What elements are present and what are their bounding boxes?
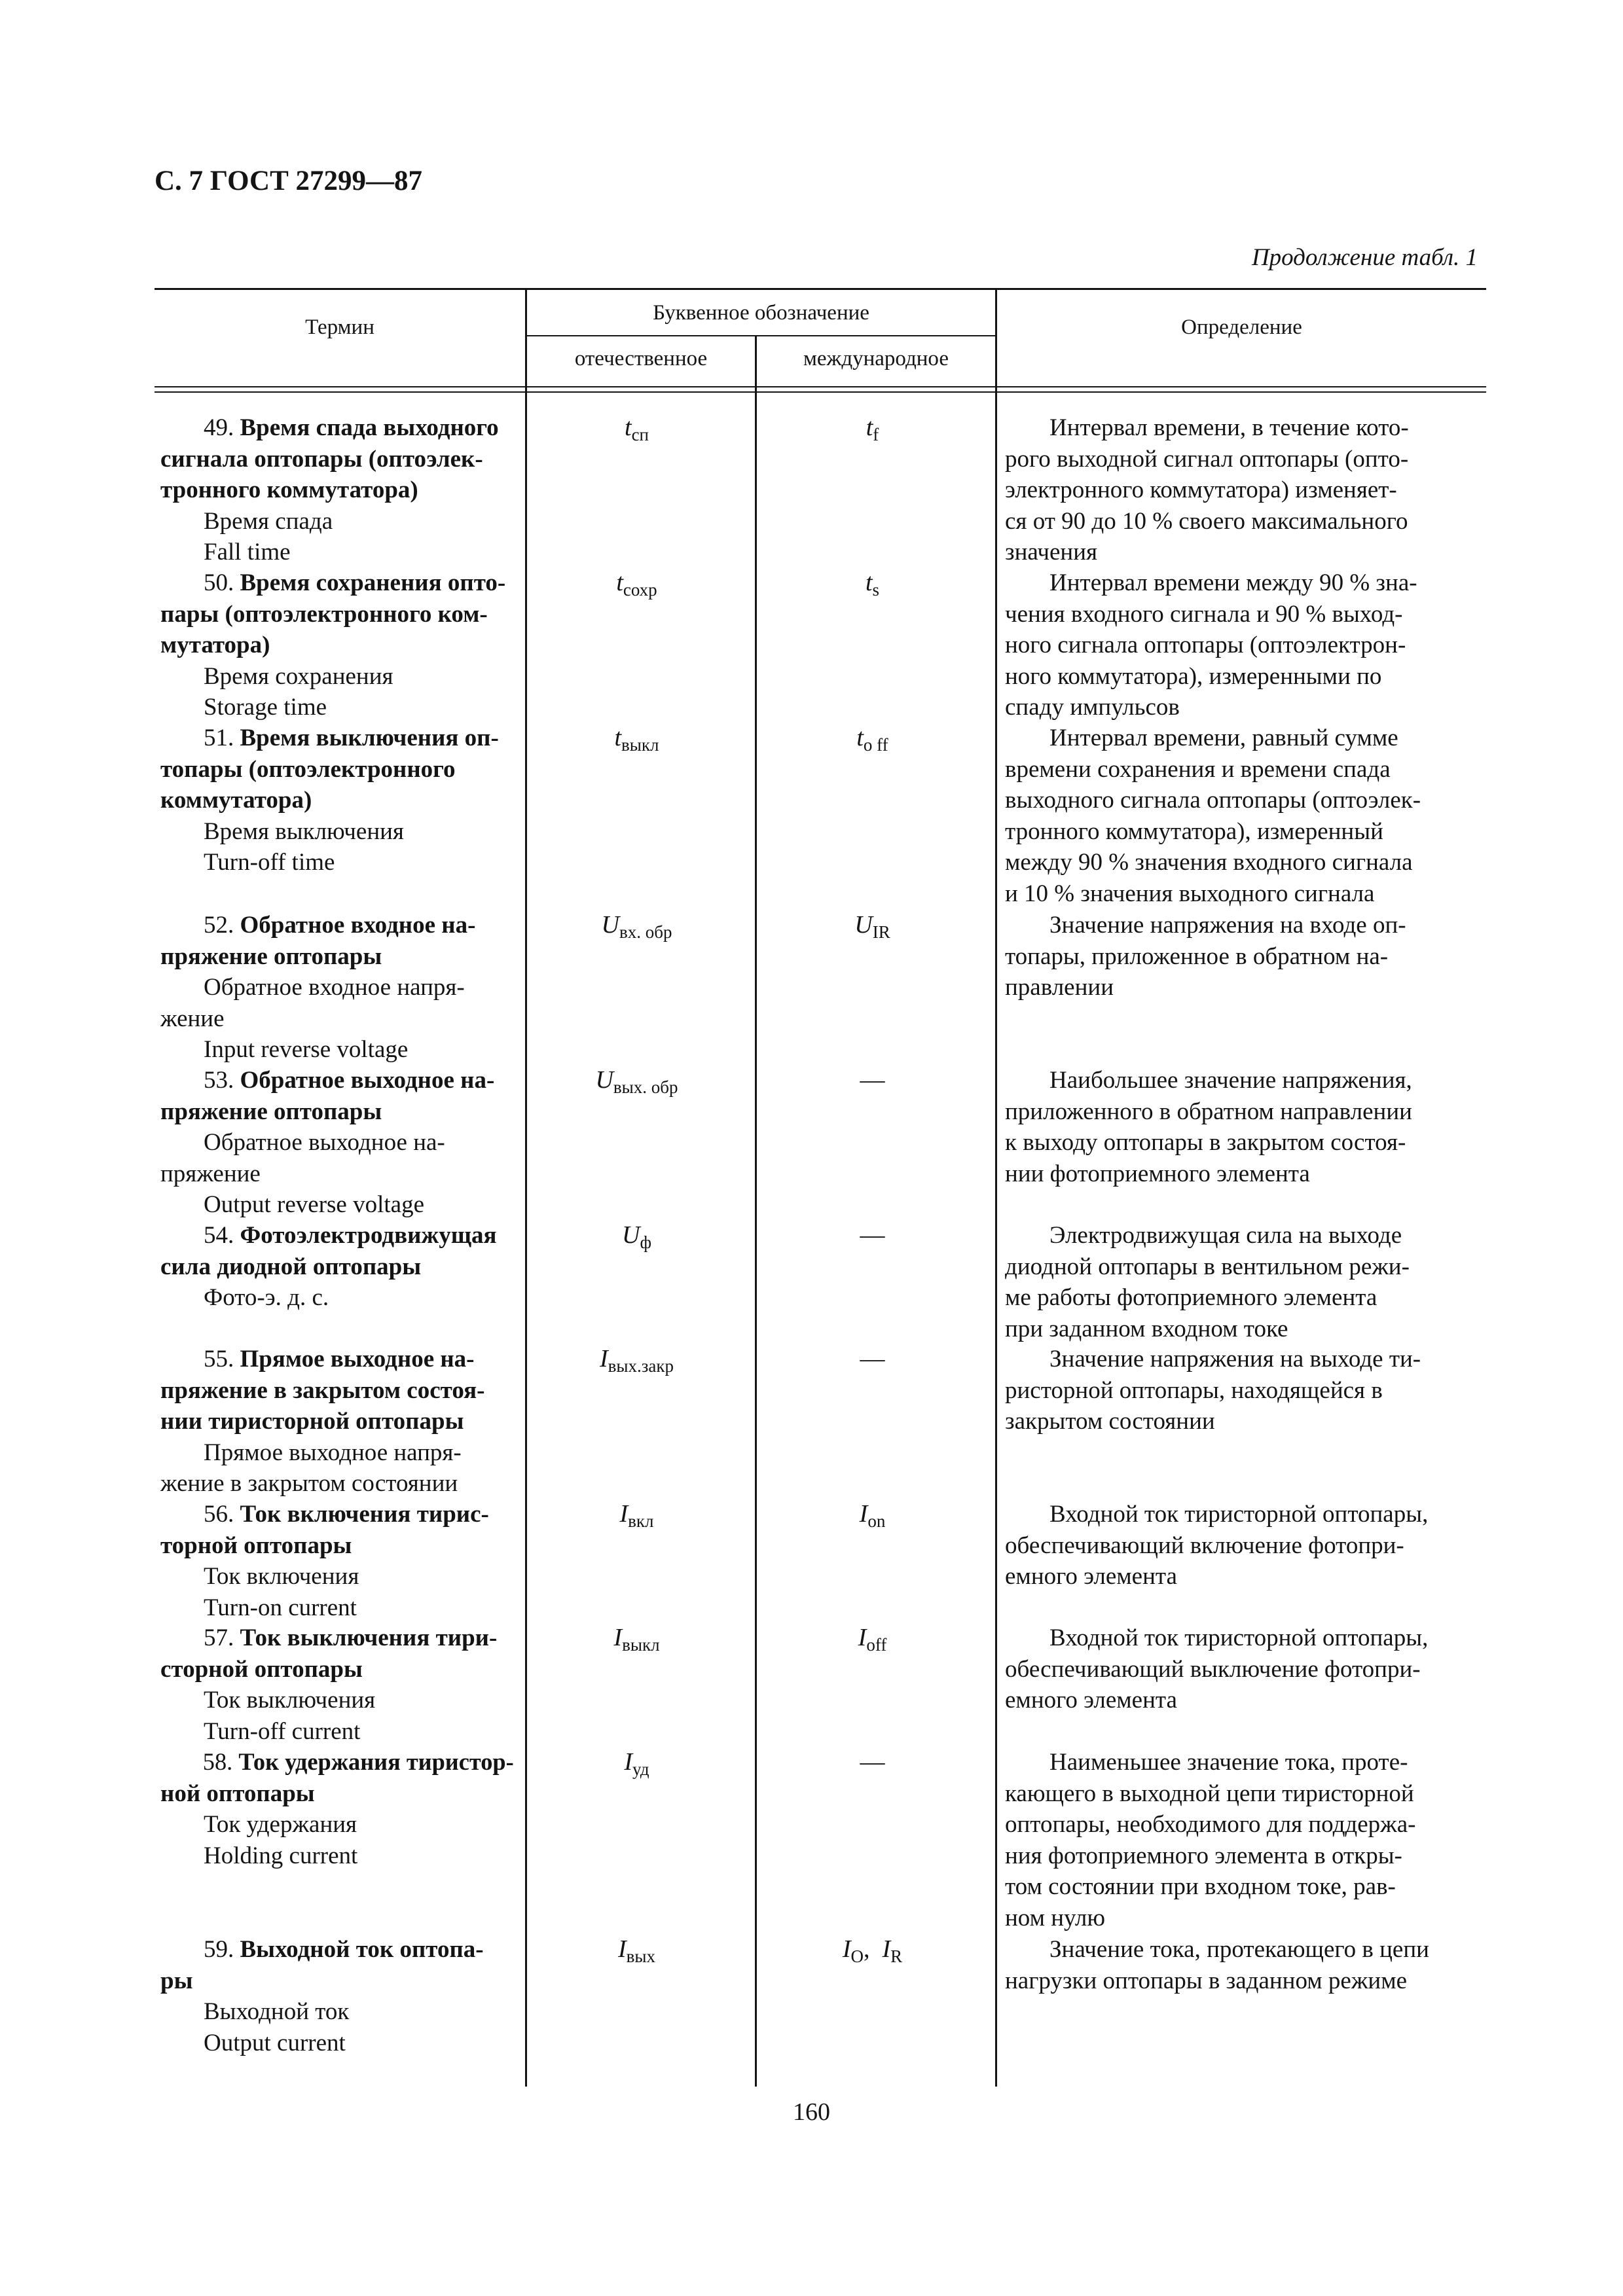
term-line bbox=[160, 1654, 514, 1685]
symbol-dash: — bbox=[860, 1066, 885, 1094]
symbol-base: I bbox=[842, 1935, 851, 1963]
definition-line: оптопары, необходимого для поддержа- bbox=[1005, 1811, 1416, 1838]
symbol-international bbox=[753, 1934, 992, 1973]
symbol-subscript: O bbox=[850, 1946, 864, 1966]
definition-line: и 10 % значения выходного сигнала bbox=[1005, 880, 1375, 907]
header-domestic: отечественное bbox=[574, 347, 708, 370]
definition-line: Электродвижущая сила на выходе bbox=[1049, 1222, 1402, 1249]
term-line bbox=[160, 1375, 514, 1407]
term-synonym: Turn-on current bbox=[204, 1594, 357, 1621]
term-synonym: Выходной ток bbox=[204, 1998, 350, 2025]
definition-line: ме работы фотоприемного элемента bbox=[1005, 1284, 1377, 1311]
symbol-subscript: ф bbox=[640, 1232, 651, 1252]
symbol-dash: — bbox=[860, 1221, 885, 1249]
term-synonym: Ток удержания bbox=[204, 1811, 357, 1838]
symbol-domestic bbox=[527, 910, 746, 948]
term-synonym: Output current bbox=[204, 2029, 346, 2056]
term-line bbox=[160, 661, 514, 692]
definition-cell bbox=[1005, 1934, 1486, 1996]
term-number: 53. bbox=[204, 1067, 240, 1094]
term-line bbox=[160, 599, 514, 630]
definition-line: приложенного в обратном направлении bbox=[1005, 1098, 1412, 1125]
symbol-subscript: сп bbox=[631, 425, 649, 444]
term-line bbox=[160, 1996, 514, 2028]
term-line bbox=[160, 1965, 514, 1997]
term-cell bbox=[160, 412, 514, 568]
symbol-base: I bbox=[624, 1748, 633, 1776]
term-line bbox=[160, 723, 514, 754]
term-line bbox=[160, 1065, 514, 1096]
term-number: 55. bbox=[204, 1346, 240, 1372]
term-number: 58. bbox=[202, 1749, 239, 1776]
definition-cell bbox=[1005, 910, 1486, 1003]
definition-line: Наименьшее значение тока, проте- bbox=[1049, 1749, 1408, 1776]
symbol-base: t bbox=[866, 414, 873, 441]
term-line bbox=[160, 1127, 514, 1158]
term-line bbox=[160, 1344, 514, 1375]
term-line bbox=[160, 1282, 514, 1314]
term-cell bbox=[160, 1065, 514, 1221]
page-header: С. 7 ГОСТ 27299—87 bbox=[155, 166, 423, 196]
definition-line: Значение напряжения на выходе ти- bbox=[1049, 1346, 1421, 1372]
symbol-subscript: on bbox=[867, 1511, 886, 1531]
term-line bbox=[160, 1840, 514, 1872]
term-line bbox=[160, 1778, 514, 1810]
term-name: Обратное входное на- bbox=[240, 912, 476, 939]
symbol-base: t bbox=[865, 569, 873, 596]
definition-line: Интервал времени, равный сумме bbox=[1049, 725, 1398, 751]
definition-line: рого выходной сигнал оптопары (опто- bbox=[1005, 445, 1409, 473]
symbol-international bbox=[753, 1747, 992, 1778]
term-line bbox=[160, 1561, 514, 1592]
term-number: 54. bbox=[204, 1222, 240, 1249]
symbol-international bbox=[753, 1344, 992, 1375]
term-synonym: пряжение bbox=[160, 1160, 261, 1187]
term-synonym: Input reverse voltage bbox=[204, 1036, 409, 1063]
symbol-subscript: вых bbox=[626, 1946, 656, 1966]
definition-line: Значение напряжения на входе оп- bbox=[1049, 912, 1406, 939]
definition-line: закрытом состоянии bbox=[1005, 1408, 1215, 1435]
definition-line: ния фотоприемного элемента в откры- bbox=[1005, 1842, 1402, 1869]
definition-line: Входной ток тиристорной оптопары, bbox=[1049, 1501, 1429, 1528]
symbol-domestic bbox=[527, 412, 746, 451]
symbol-international bbox=[753, 567, 992, 606]
symbol-domestic bbox=[527, 1747, 746, 1785]
definition-cell bbox=[1005, 567, 1486, 723]
symbol-base: t bbox=[856, 724, 864, 751]
term-line bbox=[160, 1034, 514, 1066]
term-name: Ток удержания тиристор- bbox=[238, 1749, 514, 1776]
definition-line: при заданном входном токе bbox=[1005, 1315, 1288, 1342]
term-number: 59. bbox=[204, 1936, 240, 1963]
term-synonym: Holding current bbox=[204, 1842, 358, 1869]
term-number: 51. bbox=[204, 725, 240, 751]
definition-cell bbox=[1005, 1344, 1486, 1437]
table-continuation-label: Продолжение табл. 1 bbox=[1251, 244, 1478, 271]
definition-line: Интервал времени, в течение кото- bbox=[1049, 414, 1409, 441]
term-cell bbox=[160, 1499, 514, 1623]
symbol-base: I bbox=[599, 1345, 608, 1372]
term-name: коммутатора) bbox=[160, 787, 312, 814]
term-name: сигнала оптопары (оптоэлек- bbox=[160, 445, 483, 473]
term-line bbox=[160, 1096, 514, 1128]
term-synonym: Output reverse voltage bbox=[204, 1191, 424, 1218]
symbol-subscript: сохр bbox=[623, 580, 657, 600]
definition-line: обеспечивающий включение фотопри- bbox=[1005, 1532, 1404, 1559]
definition-line: кающего в выходной цепи тиристорной bbox=[1005, 1780, 1414, 1807]
term-name: ной оптопары bbox=[160, 1780, 315, 1807]
symbol-subscript: вых.закр bbox=[608, 1356, 674, 1376]
symbol-domestic bbox=[527, 567, 746, 606]
definition-line: ся от 90 до 10 % своего максимального bbox=[1005, 507, 1408, 535]
term-line bbox=[160, 1716, 514, 1748]
definition-line: обеспечивающий выключение фотопри- bbox=[1005, 1655, 1421, 1683]
definition-line: между 90 % значения входного сигнала bbox=[1005, 849, 1413, 876]
term-line bbox=[160, 941, 514, 973]
definition-cell bbox=[1005, 1747, 1486, 1933]
symbol-dash: — bbox=[860, 1748, 885, 1776]
definition-cell bbox=[1005, 1499, 1486, 1592]
column-divider-3 bbox=[995, 289, 997, 2087]
header-double-rule-1 bbox=[155, 386, 1486, 387]
symbol-base: I bbox=[619, 1500, 629, 1528]
table-top-rule bbox=[155, 288, 1486, 290]
term-synonym: Время сохранения bbox=[204, 662, 393, 690]
symbol-base: t bbox=[625, 414, 632, 441]
term-line bbox=[160, 910, 514, 941]
symbol-international bbox=[753, 1065, 992, 1096]
term-name: пряжение оптопары bbox=[160, 1098, 382, 1125]
definition-cell bbox=[1005, 1220, 1486, 1344]
definition-line: Значение тока, протекающего в цепи bbox=[1049, 1936, 1429, 1963]
definition-cell bbox=[1005, 412, 1486, 568]
term-name: мутатора) bbox=[160, 632, 270, 658]
term-line bbox=[160, 847, 514, 878]
definition-line: ного коммутатора), измеренными по bbox=[1005, 662, 1382, 690]
definition-line: диодной оптопары в вентильном режи- bbox=[1005, 1253, 1410, 1280]
term-line bbox=[160, 444, 514, 475]
symbol-subscript: выкл bbox=[621, 735, 659, 755]
definition-line: том состоянии при входном токе, рав- bbox=[1005, 1873, 1396, 1900]
definition-cell bbox=[1005, 723, 1486, 909]
header-double-rule-2 bbox=[155, 391, 1486, 393]
term-name: нии тиристорной оптопары bbox=[160, 1408, 464, 1435]
term-line bbox=[160, 1189, 514, 1221]
definition-line: чения входного сигнала и 90 % выход- bbox=[1005, 600, 1403, 628]
term-line bbox=[160, 785, 514, 816]
symbol-international bbox=[753, 1220, 992, 1251]
term-synonym: Turn-off time bbox=[204, 849, 335, 876]
term-line bbox=[160, 1934, 514, 1965]
designation-sub-rule bbox=[525, 335, 996, 336]
symbol-international bbox=[753, 1623, 992, 1661]
symbol-base: U bbox=[622, 1221, 640, 1249]
definition-line: тронного коммутатора), измеренный bbox=[1005, 817, 1383, 845]
term-number: 50. bbox=[204, 569, 240, 596]
symbol-subscript: f bbox=[873, 425, 879, 444]
term-name: пряжение оптопары bbox=[160, 942, 382, 970]
term-name: тронного коммутатора) bbox=[160, 476, 418, 503]
header-international: международное bbox=[803, 347, 949, 370]
term-line bbox=[160, 1685, 514, 1716]
symbol-base: I bbox=[858, 1624, 867, 1651]
term-name: Обратное выходное на- bbox=[240, 1067, 495, 1094]
term-line bbox=[160, 1003, 514, 1035]
term-line bbox=[160, 1530, 514, 1562]
term-name: топары (оптоэлектронного bbox=[160, 755, 456, 783]
term-line bbox=[160, 1437, 514, 1469]
term-line bbox=[160, 2028, 514, 2059]
term-synonym: жение в закрытом состоянии bbox=[160, 1470, 458, 1497]
definition-line: выходного сигнала оптопары (оптоэлек- bbox=[1005, 787, 1421, 814]
term-line bbox=[160, 537, 514, 568]
column-divider-1 bbox=[525, 289, 527, 2087]
term-name: Время спада выходного bbox=[240, 414, 499, 441]
term-cell bbox=[160, 1220, 514, 1314]
term-name: сторной оптопары bbox=[160, 1655, 363, 1683]
definition-cell bbox=[1005, 1623, 1486, 1716]
term-number: 49. bbox=[204, 414, 240, 441]
definition-line: нагрузки оптопары в заданном режиме bbox=[1005, 1967, 1408, 1994]
term-line bbox=[160, 1747, 514, 1778]
term-name: ры bbox=[160, 1967, 193, 1994]
header-designation: Буквенное обозначение bbox=[653, 301, 869, 325]
symbol-domestic bbox=[527, 1344, 746, 1382]
symbol-international bbox=[753, 1499, 992, 1537]
term-line bbox=[160, 1251, 514, 1283]
term-line bbox=[160, 972, 514, 1003]
symbol-separator: , bbox=[863, 1935, 883, 1963]
symbol-base: U bbox=[601, 911, 619, 939]
definition-line: емного элемента bbox=[1005, 1687, 1177, 1713]
definition-cell bbox=[1005, 1065, 1486, 1189]
term-synonym: Фото-э. д. с. bbox=[204, 1284, 329, 1311]
header-definition: Определение bbox=[1181, 315, 1302, 339]
definition-line: правлении bbox=[1005, 974, 1114, 1001]
symbol-domestic bbox=[527, 1065, 746, 1103]
term-line bbox=[160, 1623, 514, 1654]
symbol-base: t bbox=[616, 569, 623, 596]
symbol-base: I bbox=[617, 1935, 627, 1963]
definition-line: ного сигнала оптопары (оптоэлектрон- bbox=[1005, 632, 1406, 658]
term-name: Время сохранения опто- bbox=[240, 569, 506, 596]
term-number: 57. bbox=[204, 1624, 240, 1651]
term-line bbox=[160, 1592, 514, 1624]
term-cell bbox=[160, 1344, 514, 1499]
term-name: сила диодной оптопары bbox=[160, 1253, 422, 1280]
symbol-subscript: выкл bbox=[622, 1635, 660, 1655]
symbol-base: U bbox=[854, 911, 873, 939]
symbol-base: I bbox=[882, 1935, 891, 1963]
definition-line: электронного коммутатора) изменяет- bbox=[1005, 476, 1397, 503]
term-name: пары (оптоэлектронного ком- bbox=[160, 600, 488, 628]
symbol-domestic bbox=[527, 1220, 746, 1259]
term-cell bbox=[160, 567, 514, 723]
term-synonym: Ток включения bbox=[204, 1563, 359, 1590]
term-cell bbox=[160, 1934, 514, 2058]
page-number: 160 bbox=[793, 2098, 830, 2126]
term-line bbox=[160, 1499, 514, 1530]
symbol-subscript: IR bbox=[872, 922, 890, 942]
term-synonym: Storage time bbox=[204, 694, 327, 721]
definition-line: времени сохранения и времени спада bbox=[1005, 755, 1391, 783]
term-line bbox=[160, 1468, 514, 1499]
symbol-international bbox=[753, 910, 992, 948]
definition-line: Входной ток тиристорной оптопары, bbox=[1049, 1624, 1429, 1651]
term-synonym: жение bbox=[160, 1005, 225, 1032]
definition-line: нии фотоприемного элемента bbox=[1005, 1160, 1310, 1187]
term-synonym: Ток выключения bbox=[204, 1687, 376, 1713]
term-line bbox=[160, 1809, 514, 1840]
term-cell bbox=[160, 723, 514, 878]
symbol-international bbox=[753, 723, 992, 761]
term-synonym: Turn-off current bbox=[204, 1717, 361, 1745]
definition-line: к выходу оптопары в закрытом состоя- bbox=[1005, 1129, 1406, 1156]
term-name: пряжение в закрытом состоя- bbox=[160, 1376, 485, 1404]
term-number: 56. bbox=[204, 1501, 240, 1528]
symbol-base: t bbox=[614, 724, 622, 751]
term-name: Фотоэлектродвижущая bbox=[240, 1222, 497, 1249]
term-cell bbox=[160, 1623, 514, 1747]
term-line bbox=[160, 412, 514, 444]
term-line bbox=[160, 692, 514, 723]
term-line bbox=[160, 475, 514, 506]
term-synonym: Время спада bbox=[204, 507, 333, 535]
symbol-domestic bbox=[527, 723, 746, 761]
term-line bbox=[160, 754, 514, 785]
symbol-dash: — bbox=[860, 1345, 885, 1372]
term-name: торной оптопары bbox=[160, 1532, 352, 1559]
term-synonym: Fall time bbox=[204, 539, 291, 565]
definition-line: спаду импульсов bbox=[1005, 694, 1180, 721]
definition-line: Интервал времени между 90 % зна- bbox=[1049, 569, 1417, 596]
term-line bbox=[160, 630, 514, 661]
term-line bbox=[160, 1406, 514, 1437]
symbol-domestic bbox=[527, 1623, 746, 1661]
term-number: 52. bbox=[204, 912, 240, 939]
term-synonym: Обратное входное напря- bbox=[204, 974, 465, 1001]
term-name: Прямое выходное на- bbox=[240, 1346, 475, 1372]
symbol-domestic bbox=[527, 1934, 746, 1973]
term-synonym: Время выключения bbox=[204, 817, 404, 845]
symbol-subscript: вх. обр bbox=[619, 922, 672, 942]
definition-line: емного элемента bbox=[1005, 1563, 1177, 1590]
symbol-domestic bbox=[527, 1499, 746, 1537]
term-name: Ток выключения тири- bbox=[240, 1624, 498, 1651]
definition-line: ном нулю bbox=[1005, 1904, 1106, 1931]
symbol-subscript: уд bbox=[632, 1759, 649, 1779]
term-line bbox=[160, 567, 514, 599]
symbol-subscript: вых. обр bbox=[613, 1077, 678, 1097]
term-line bbox=[160, 1220, 514, 1251]
term-name: Выходной ток оптопа- bbox=[240, 1936, 484, 1963]
term-synonym: Прямое выходное напря- bbox=[204, 1439, 462, 1466]
symbol-subscript: вкл bbox=[628, 1511, 654, 1531]
definition-line: значения bbox=[1005, 539, 1098, 565]
symbol-subscript: R bbox=[890, 1946, 903, 1966]
term-name: Время выключения оп- bbox=[240, 725, 499, 751]
definition-line: топары, приложенное в обратном на- bbox=[1005, 942, 1389, 970]
symbol-subscript: s bbox=[872, 580, 880, 600]
term-name: Ток включения тирис- bbox=[240, 1501, 489, 1528]
symbol-base: I bbox=[613, 1624, 623, 1651]
symbol-base: I bbox=[859, 1500, 868, 1528]
symbol-subscript: off bbox=[866, 1635, 887, 1655]
term-cell bbox=[160, 910, 514, 1066]
symbol-subscript: o ff bbox=[863, 735, 888, 755]
definition-line: Наибольшее значение напряжения, bbox=[1049, 1067, 1412, 1094]
header-term: Термин bbox=[305, 315, 374, 339]
term-cell bbox=[160, 1747, 514, 1871]
term-line bbox=[160, 1158, 514, 1190]
term-line bbox=[160, 506, 514, 537]
symbol-international bbox=[753, 412, 992, 451]
term-line bbox=[160, 816, 514, 848]
definition-line: ристорной оптопары, находящейся в bbox=[1005, 1376, 1383, 1404]
symbol-base: U bbox=[595, 1066, 613, 1094]
term-synonym: Обратное выходное на- bbox=[204, 1129, 445, 1156]
